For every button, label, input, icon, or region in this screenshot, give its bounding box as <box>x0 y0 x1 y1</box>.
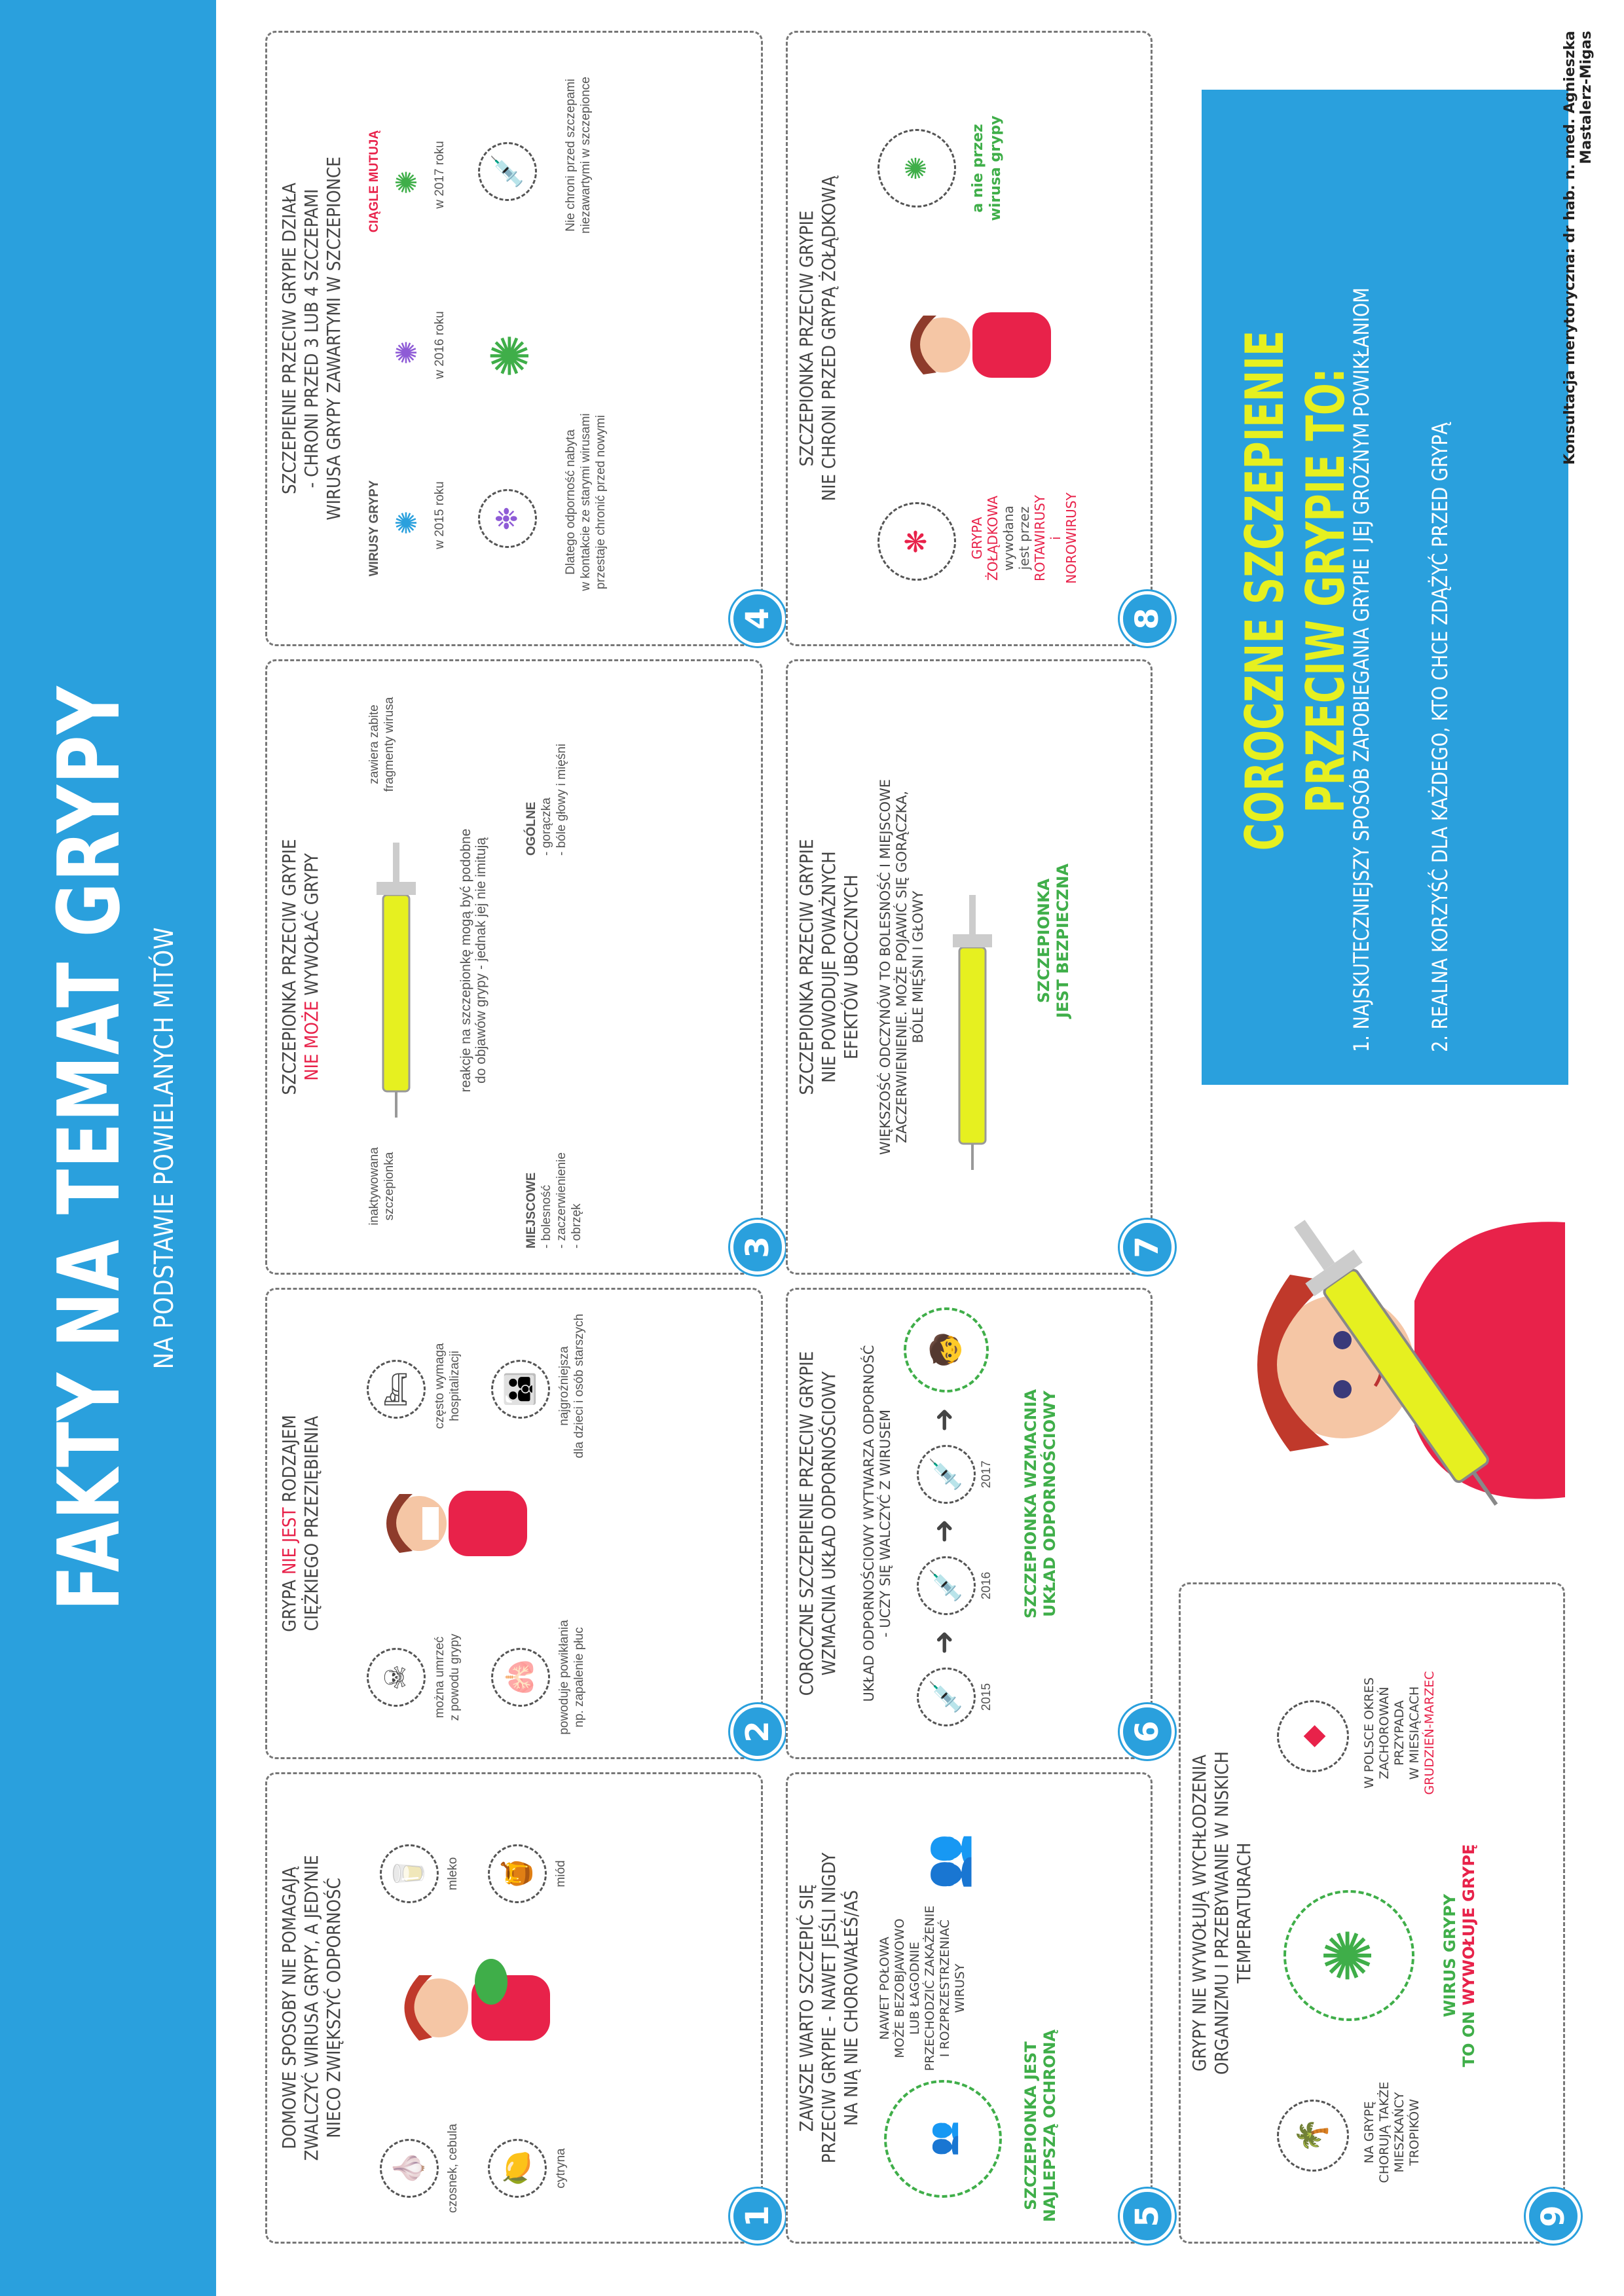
syringe-2015-icon: 💉 <box>917 1667 976 1726</box>
label-asymptomatic: NAWET POŁOWA MOŻE BEZOBJAWOWO LUB ŁAGODNIE PRZECHODZIĆ ZAKAŻENIE I ROZPRZESTRZENIAĆ WIRUSY <box>877 1905 967 2071</box>
label-virus-causes: WIRUS GRYPY TO ON WYWOŁUJE GRYPĘ <box>1441 1844 1478 2068</box>
milk-icon: 🥛 <box>380 1844 439 1903</box>
flu-virus-icon: ✺ <box>877 129 956 208</box>
box3-heading: SZCZEPIONKA PRZECIW GRYPIE NIE MOŻE WYWOŁAĆ GRYPY <box>278 839 322 1095</box>
virus-icon: ✺ <box>1283 1890 1414 2021</box>
label-tropics: NA GRYPĘ CHORUJĄ TAKŻE MIESZKAŃCY TROPIKÓW <box>1362 2081 1422 2183</box>
local-reactions: MIEJSCOWE - bolesność - zaczerwienienie - obrzęk <box>525 1152 583 1248</box>
label-milk: mleko <box>446 1857 460 1891</box>
sick-woman-illustration <box>393 1936 563 2080</box>
virus-icon-2016: ✺ <box>391 340 423 365</box>
poland-map-icon: ◆ <box>1277 1700 1349 1772</box>
sick-child-illustration <box>373 1458 537 1589</box>
label-side-effects: WIĘKSZOŚĆ ODCZYNÓW TO BOLESNOŚĆ I MIEJSCOWE ZACZERWIENIENIE. MOŻE POJAWIĆ SIĘ GORĄCZKA, BÓLE MIĘŚNI I GŁOWY <box>877 778 926 1156</box>
box4-heading: SZCZEPIENIE PRZECIW GRYPIE DZIAŁA - CHRONI PRZED 3 LUB 4 SZCZEPAMI WIRUSA GRYPY ZAWARTYMI W SZCZEPIONCE <box>278 156 344 520</box>
summary-item-2: 2. REALNA KORZYŚĆ DLA KAŻDEGO, KTO CHCE ZDĄŻYĆ PRZED GRYPĄ <box>1428 422 1452 1052</box>
box1-heading: DOMOWE SPOSOBY NIE POMAGAJĄ ZWALCZYĆ WIRUSA GRYPY, A JEDYNIE NIECO ZWIĘKSZYĆ ODPORNOŚĆ <box>278 1855 344 2161</box>
label-lemon: cytryna <box>554 2148 568 2189</box>
label-mutating: CIĄGLE MUTUJĄ <box>367 130 381 233</box>
badge-3: 3 <box>730 1220 785 1275</box>
page-subtitle: NA PODSTAWIE POWIELANYCH MITÓW <box>149 926 179 1370</box>
label-hospital: często wymaga hospitalizacji <box>433 1343 462 1429</box>
credit-note: Konsultacja merytoryczna: dr hab. n. med. Agnieszka Mastalerz-Migas <box>1562 31 1595 465</box>
label-year-2015: 2015 <box>980 1683 993 1711</box>
syringe-icon <box>943 882 1002 1170</box>
arrow-icon: ➜ <box>928 1408 960 1432</box>
label-not-flu-virus: a nie przez wirusa grypy <box>970 115 1004 221</box>
honey-icon: 🍯 <box>488 1844 547 1903</box>
box9-heading: GRYPY NIE WYWOŁUJĄ WYCHŁODZENIA ORGANIZMU I PRZEBYWANIE W NISKICH TEMPERATURACH <box>1189 1751 1255 2075</box>
label-immunity-note: Dlatego odporność nabyta w kontakcie ze starymi wirusami przestaje chronić przed nowymi <box>564 413 608 591</box>
label-strains-note: Nie chroni przed szczepami niezawartymi w szczepionce <box>564 77 593 234</box>
box6-heading: COROCZNE SZCZEPIENIE PRZECIW GRYPIE WZMACNIA UKŁAD ODPORNOŚCIOWY <box>796 1351 840 1696</box>
label-death: można umrzeć z powodu grypy <box>433 1633 462 1721</box>
badge-6: 6 <box>1120 1704 1175 1759</box>
label-flu-viruses: WIRUSY GRYPY <box>367 480 381 577</box>
syringe-2016-icon: 💉 <box>917 1556 976 1615</box>
page-title: FAKTY NA TEMAT GRYPY <box>39 685 139 1611</box>
badge-2: 2 <box>730 1704 785 1759</box>
arrow-icon: ➜ <box>928 1630 960 1654</box>
syringe-icon <box>363 829 429 1118</box>
immune-cells-icon: ❉ <box>478 489 537 548</box>
skull-icon: ☠ <box>367 1648 426 1707</box>
badge-8: 8 <box>1120 591 1175 646</box>
rotavirus-icon: ❋ <box>877 502 956 581</box>
vaccine-woman-illustration <box>1198 1150 1565 1576</box>
myth-box-3 <box>265 659 763 1275</box>
virus-icon-2017: ✺ <box>391 170 423 194</box>
label-year-2016: 2016 <box>980 1571 993 1600</box>
box7-heading: SZCZEPIONKA PRZECIW GRYPIE NIE POWODUJE POWAŻNYCH EFEKTÓW UBOCZNYCH <box>796 839 862 1095</box>
lungs-icon: 🫁 <box>491 1648 550 1707</box>
label-strengthens: SZCZEPIONKA WZMACNIA UKŁAD ODPORNOŚCIOWY <box>1022 1389 1059 1619</box>
sick-people-icon: 👥 <box>921 1832 972 1890</box>
arrow-icon: ➜ <box>928 1519 960 1543</box>
stomach-ache-child-illustration <box>897 280 1061 410</box>
vaccinated-group-icon: 👥 <box>884 2080 1002 2198</box>
family-icon: 👪 <box>491 1360 550 1419</box>
hospital-icon: 🛏 <box>367 1360 426 1419</box>
label-reactions: reakcje na szczepionkę mogą być podobne do objawów grypy - jednak jej nie imitują <box>458 828 489 1093</box>
lemon-icon: 🍋 <box>488 2139 547 2198</box>
summary-item-1: 1. NAJSKUTECZNIEJSZY SPOSÓB ZAPOBIEGANIA GRYPIE I JEJ GROŹNYM POWIKŁANIOM <box>1349 287 1374 1052</box>
label-year-2017: 2017 <box>980 1460 993 1489</box>
label-garlic: czosnek, cebula <box>446 2123 460 2214</box>
syringe-small-icon: 💉 <box>478 142 537 201</box>
badge-9: 9 <box>1526 2189 1581 2244</box>
label-2015: w 2015 roku <box>433 481 447 549</box>
label-dangerous: najgroźniejsza dla dzieci i osób starszych <box>557 1313 586 1459</box>
healthy-child-icon: 🧒 <box>904 1307 989 1393</box>
label-complications: powoduje powikłania np. zapalenie płuc <box>557 1620 586 1735</box>
box2-heading: GRYPA NIE JEST RODZAJEM CIĘŻKIEGO PRZEZIĘBIENIA <box>278 1415 322 1632</box>
syringe-2017-icon: 💉 <box>917 1445 976 1504</box>
summary-title: COROCZNE SZCZEPIENIE PRZECIW GRYPIE TO: <box>1234 330 1356 851</box>
label-2017: w 2017 roku <box>433 141 447 209</box>
label-honey: miód <box>554 1860 568 1887</box>
label-immune-learns: UKŁAD ODPORNOŚCIOWY WYTWARZA ODPORNOŚĆ - UCZY SIĘ WALCZYĆ Z WIRUSEM <box>861 1345 893 1702</box>
virus-icon-2015: ✺ <box>391 511 423 535</box>
badge-5: 5 <box>1120 2189 1175 2244</box>
label-best-protection: SZCZEPIONKA JEST NAJLEPSZĄ OCHRONĄ <box>1022 2029 1059 2223</box>
box8-heading: SZCZEPIONKA PRZECIW GRYPIE NIE CHRONI PRZED GRYPĄ ŻOŁĄDKOWĄ <box>796 175 840 501</box>
label-stomach-flu: GRYPA ŻOŁĄDKOWA wywołana jest przez ROTAWIRUSY i NOROWIRUSY <box>969 492 1079 584</box>
label-inactivated: inaktywowana szczepionka <box>367 1147 396 1226</box>
box5-heading: ZAWSZE WARTO SZCZEPIĆ SIĘ PRZECIW GRYPIE - NAWET JEŚLI NIGDY NA NIĄ NIE CHOROWAŁEŚ/AŚ <box>796 1852 862 2164</box>
palm-icon: 🌴 <box>1277 2100 1349 2172</box>
badge-4: 4 <box>730 591 785 646</box>
general-reactions: OGÓLNE - gorączka - bóle głowy i mięśni <box>525 743 568 856</box>
label-safe-vaccine: SZCZEPIONKA JEST BEZPIECZNA <box>1035 864 1072 1019</box>
label-poland-season: W POLSCE OKRES ZACHOROWAŃ PRZYPADA W MIESIĄCACH GRUDZIEŃ-MARZEC <box>1362 1671 1437 1795</box>
garlic-icon: 🧄 <box>380 2139 439 2198</box>
new-virus-icon: ✺ <box>481 333 540 378</box>
label-2016: w 2016 roku <box>433 311 447 379</box>
label-fragments: zawiera zabite fragmenty wirusa <box>367 697 396 792</box>
badge-7: 7 <box>1120 1220 1175 1275</box>
badge-1: 1 <box>730 2189 785 2244</box>
